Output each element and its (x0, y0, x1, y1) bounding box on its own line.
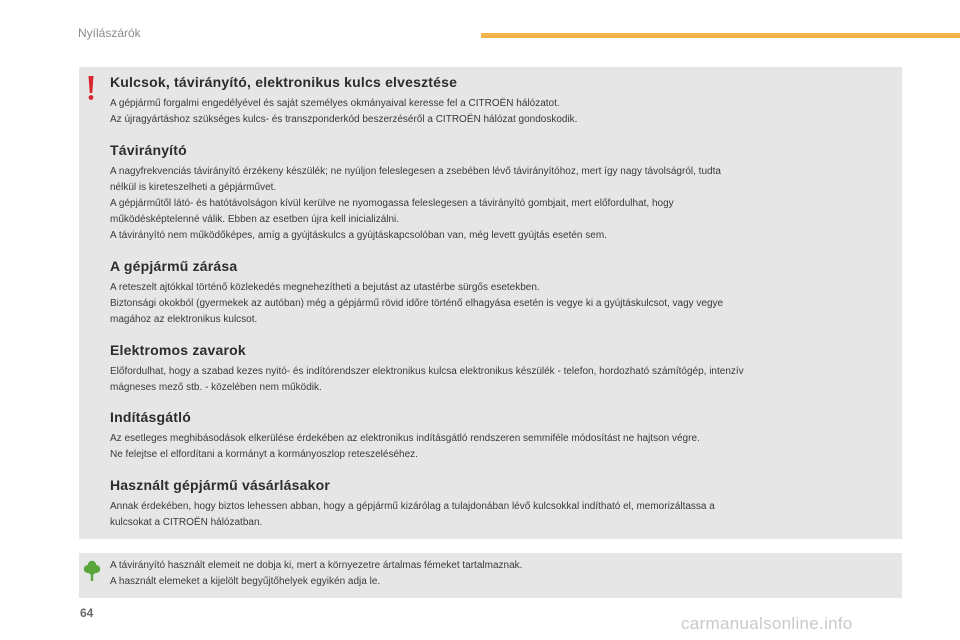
section-lost-keys (110, 74, 892, 128)
section-vehicle-locking (110, 258, 892, 328)
section-line: Ne felejtse el elfordítani a kormányt a kormányoszlop reteszeléséhez. (110, 449, 418, 460)
section-line: A gépjármű forgalmi engedélyével és saját személyes okmányaival keresse fel a CITROËN hálózatot. (110, 98, 560, 109)
header-accent-bar (481, 33, 960, 38)
section-line: mágneses mező stb. - közelében nem működik. (110, 382, 322, 393)
tree-icon (83, 560, 101, 582)
section-line: magához az elektronikus kulcsot. (110, 314, 258, 325)
section-line: Annak érdekében, hogy biztos lehessen abban, hogy a gépjármű kizárólag a tulajdonában lévő kulcsokkal indítható el, memorizáltassa a (110, 501, 715, 512)
eco-panel (79, 553, 902, 598)
section-line: működésképtelenné válik. Ebben az esetben újra kell inicializálni. (110, 214, 400, 225)
section-used-vehicle-purchase (110, 477, 892, 531)
section-remote-control (110, 142, 892, 244)
section-immobiliser (110, 409, 892, 463)
section-line: nélkül is kireteszelheti a gépjárművet. (110, 182, 277, 193)
exclamation-icon (85, 75, 97, 101)
section-line: A reteszelt ajtókkal történő közlekedés megnehezítheti a bejutást az utastérbe sürgős esetekben. (110, 282, 540, 293)
section-heading: Elektromos zavarok (110, 342, 246, 358)
section-line: Biztonsági okokból (gyermekek az autóban) még a gépjármű rövid időre történő elhagyása esetén is vegye ki a gyújtáskulcsot, vagy vegye (110, 298, 724, 309)
eco-line: A távirányító használt elemeit ne dobja ki, mert a környezetre ártalmas fémeket tartalmaznak. (110, 560, 523, 571)
section-electrical-interference (110, 342, 892, 396)
section-heading: Távirányító (110, 142, 187, 158)
section-line: kulcsokat a CITROËN hálózatban. (110, 517, 263, 528)
section-line: Az esetleges meghibásodások elkerülése érdekében az elektronikus indításgátló rendszeren semmiféle módosítást ne hajtson végre. (110, 433, 700, 444)
section-line: A gépjárműtől látó- és hatótávolságon kívül kerülve ne nyomogassa feleslegesen a távirányító gombjait, mert előfordulhat, hogy (110, 198, 674, 209)
eco-line: A használt elemeket a kijelölt begyűjtőhelyek egyikén adja le. (110, 576, 381, 587)
page-header-title: Nyílászárók (78, 26, 141, 40)
section-heading: Indításgátló (110, 409, 191, 425)
section-line: A nagyfrekvenciás távirányító érzékeny készülék; ne nyúljon feleslegesen a zsebében lévő távirányítóhoz, mert így nagy távolságról, tudta (110, 166, 721, 177)
watermark-link[interactable]: carmanualsonline.info (681, 614, 853, 633)
section-line: A távirányító nem működőképes, amíg a gyújtáskulcs a gyújtáskapcsolóban van, még levett gyújtás esetén sem. (110, 230, 607, 241)
section-heading: Kulcsok, távirányító, elektronikus kulcs elvesztése (110, 74, 458, 90)
section-heading: Használt gépjármű vásárlásakor (110, 477, 330, 493)
page-number: 64 (80, 606, 94, 620)
section-line: Az újragyártáshoz szükséges kulcs- és transzponderkód beszerzéséről a CITROËN hálózat gondoskodik. (110, 114, 578, 125)
section-line: Előfordulhat, hogy a szabad kezes nyitó- és indítórendszer elektronikus kulcsa elektronikus készülék - telefon, hordozható számítógép, intenzív (110, 366, 744, 377)
section-heading: A gépjármű zárása (110, 258, 238, 274)
warning-panel (79, 67, 902, 539)
